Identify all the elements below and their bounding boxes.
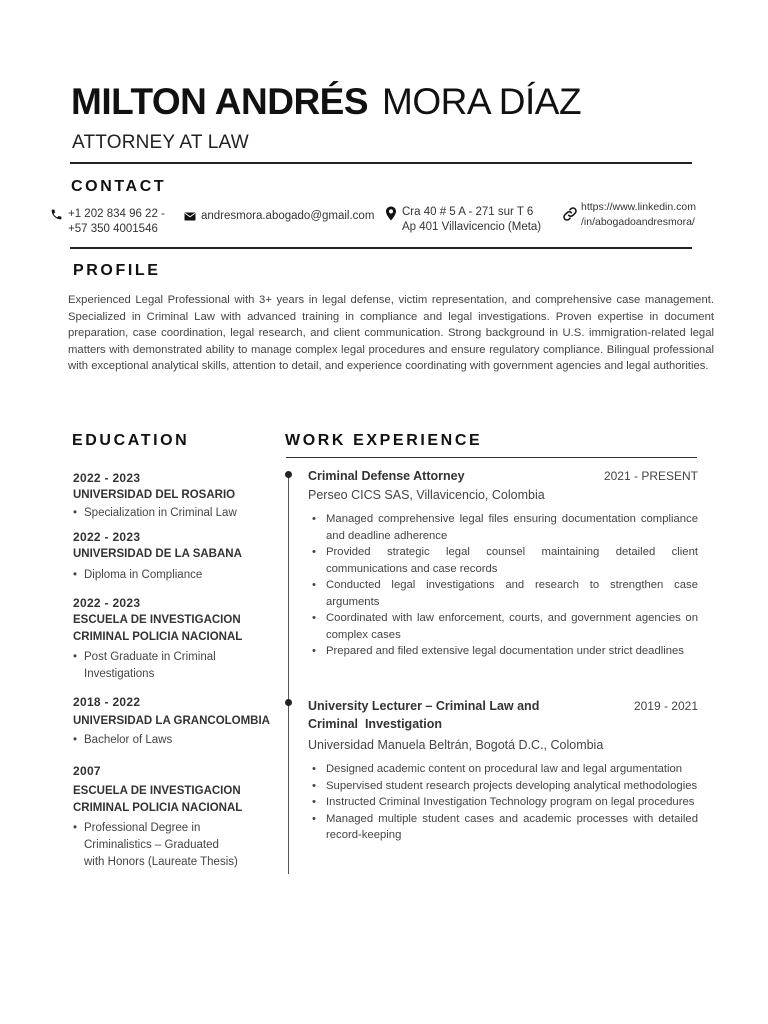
job-role xyxy=(308,697,539,733)
job-bullet: • Prepared and filed extensive legal documentation under strict deadlines xyxy=(308,643,698,660)
location-pin-icon xyxy=(385,206,397,221)
edu-detail-line3: with Honors (Laureate Thesis) xyxy=(84,856,238,868)
contact-phone xyxy=(50,207,165,237)
edu-detail: • Specialization in Criminal Law xyxy=(73,505,278,522)
address-line1: Cra 40 # 5 A - 271 sur T 6 xyxy=(402,206,534,218)
job-bullet: • Coordinated with law enforcement, courts, and government agencies on complex cases xyxy=(308,610,698,643)
edu-school-line2: CRIMINAL POLICIA NACIONAL xyxy=(73,802,243,814)
job-dates: 2019 - 2021 xyxy=(633,699,698,713)
linkedin-line2[interactable]: /in/abogadoandresmora/ xyxy=(581,216,695,228)
job-dates: 2021 - PRESENT xyxy=(603,469,698,483)
contact-linkedin[interactable] xyxy=(562,200,696,230)
edu-school-line1: ESCUELA DE INVESTIGACION xyxy=(73,785,241,797)
name-first: MILTON ANDRÉS xyxy=(71,81,369,122)
edu-detail-line1: • Post Graduate in Criminal xyxy=(84,651,216,663)
timeline-dot xyxy=(285,699,292,706)
phone-line2: +57 350 4001546 xyxy=(68,223,158,235)
work-divider xyxy=(286,457,697,458)
phone-line1: +1 202 834 96 22 - xyxy=(68,208,165,220)
job-bullet: • Designed academic content on procedural law and legal argumentation xyxy=(308,761,698,778)
job-bullet: • Managed multiple student cases and academic processes with detailed record-keeping xyxy=(308,811,698,844)
job-entry xyxy=(308,467,698,660)
email-text[interactable]: andresmora.abogado@gmail.com xyxy=(201,210,375,222)
edu-school: UNIVERSIDAD LA GRANCOLOMBIA xyxy=(73,715,270,727)
edu-school-line1: ESCUELA DE INVESTIGACION xyxy=(73,614,241,626)
timeline-dot xyxy=(285,471,292,478)
job-company: Universidad Manuela Beltrán, Bogotá D.C., Colombia xyxy=(308,738,604,752)
contact-heading: CONTACT xyxy=(71,178,167,195)
job-bullet: • Managed comprehensive legal files ensuring documentation compliance and deadline adherence xyxy=(308,511,698,544)
link-icon xyxy=(562,206,578,222)
edu-detail-line2: Investigations xyxy=(84,668,155,680)
education-entry xyxy=(73,763,278,871)
job-role-line1: University Lecturer – Criminal Law and xyxy=(308,699,540,713)
education-entry xyxy=(73,529,278,584)
job-entry xyxy=(308,697,698,844)
edu-years: 2007 xyxy=(73,764,101,778)
job-bullet: • Instructed Criminal Investigation Technology program on legal procedures xyxy=(308,794,698,811)
job-bullet: • Provided strategic legal counsel maintaining detailed client communications and case records xyxy=(308,544,698,577)
job-role: Criminal Defense Attorney xyxy=(308,469,465,483)
profile-text: Experienced Legal Professional with 3+ years in legal defense, victim representation, and comprehensive case management. Specialized in Criminal Law with advanced training in compliance and legal investigations. Proven expertise in document preparation, case coordination, legal research, and client communication. Strong background in U.S. immigration-related legal matters with demonstrated ability to manage complex legal procedures and ensure regulatory compliance. Bilingual professional with exceptional analytical skills, attention to detail, and experience coordinating with government agencies and legal authorities. xyxy=(68,294,714,372)
edu-detail-line1: • Professional Degree in xyxy=(84,822,201,834)
edu-school xyxy=(73,783,278,817)
contact-address xyxy=(385,205,541,235)
contact-email[interactable] xyxy=(184,209,374,224)
job-bullet: • Conducted legal investigations and research to strengthen case arguments xyxy=(308,577,698,610)
linkedin-line1[interactable]: https://www.linkedin.com xyxy=(581,201,696,213)
job-bullets xyxy=(308,761,698,844)
edu-school: UNIVERSIDAD DE LA SABANA xyxy=(73,548,242,560)
edu-detail xyxy=(73,649,278,683)
job-role-line2: Criminal Investigation xyxy=(308,717,443,731)
job-bullet: • Supervised student research projects developing analytical methodologies xyxy=(308,778,698,795)
education-entry xyxy=(73,694,278,749)
candidate-name xyxy=(71,80,581,124)
edu-years: 2022 - 2023 xyxy=(73,471,141,485)
edu-school-line2: CRIMINAL POLICIA NACIONAL xyxy=(73,631,243,643)
name-last: MORA DÍAZ xyxy=(382,81,582,122)
mail-icon xyxy=(184,211,196,222)
profile-heading: PROFILE xyxy=(73,262,161,279)
address-line2: Ap 401 Villavicencio (Meta) xyxy=(402,221,542,233)
edu-school: UNIVERSIDAD DEL ROSARIO xyxy=(73,489,236,501)
edu-years: 2022 - 2023 xyxy=(73,596,141,610)
edu-detail-line2: Criminalistics – Graduated xyxy=(84,839,219,851)
job-company: Perseo CICS SAS, Villavicencio, Colombia xyxy=(308,488,545,502)
education-heading: EDUCATION xyxy=(72,432,190,449)
header-divider xyxy=(70,162,692,164)
job-bullets xyxy=(308,511,698,660)
edu-years: 2022 - 2023 xyxy=(73,530,141,544)
education-entry xyxy=(73,470,278,522)
timeline-line xyxy=(288,474,289,874)
edu-detail: • Bachelor of Laws xyxy=(73,732,278,749)
job-title: ATTORNEY AT LAW xyxy=(72,132,249,153)
edu-years: 2018 - 2022 xyxy=(73,695,141,709)
phone-icon xyxy=(50,208,63,221)
education-entry xyxy=(73,595,278,683)
edu-school xyxy=(73,612,278,646)
contact-divider xyxy=(70,247,692,249)
edu-detail xyxy=(73,820,278,871)
edu-detail: • Diploma in Compliance xyxy=(73,567,278,584)
work-heading: WORK EXPERIENCE xyxy=(285,432,483,449)
